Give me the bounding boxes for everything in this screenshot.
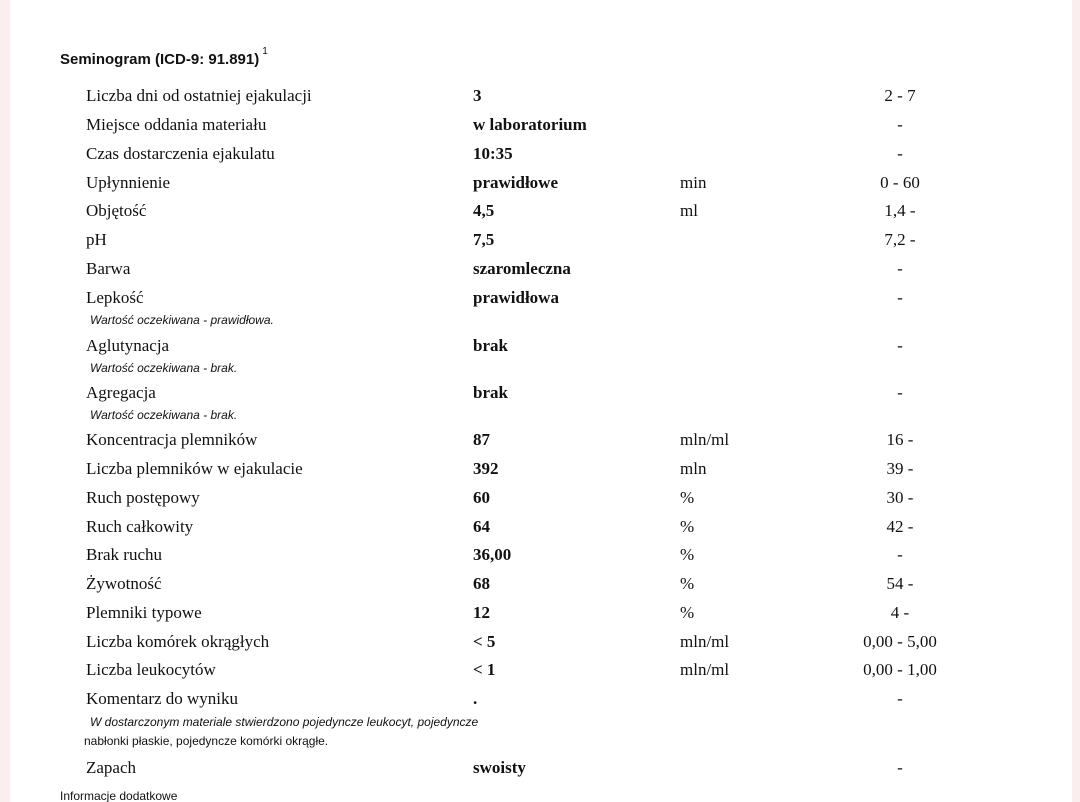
test-unit: % [680,603,695,622]
test-name: Liczba dni od ostatniej ejakulacji [86,86,312,105]
test-reference: - [897,115,903,134]
test-name: Żywotność [86,574,162,593]
test-name: Barwa [86,259,131,278]
additional-info-heading: Informacje dodatkowe [60,789,178,802]
test-name: Aglutynacja [86,336,170,355]
test-value: 87 [473,430,490,449]
result-row [10,430,1072,452]
test-unit: mln/ml [680,632,730,651]
result-row [10,758,1072,780]
result-row [10,288,1072,310]
test-reference: 30 - [886,488,914,507]
result-row [10,545,1072,567]
test-name: Zapach [86,758,137,777]
test-name: Objętość [86,201,147,220]
test-reference: - [897,144,903,163]
result-row [10,201,1072,223]
test-reference: 54 - [886,574,914,593]
test-value: < 1 [473,660,496,679]
test-value: prawidłowa [473,288,559,307]
test-name: Miejsce oddania materiału [86,115,267,134]
result-row [10,660,1072,682]
test-reference: 4 - [890,603,910,622]
test-name: Upłynnienie [86,173,171,192]
test-reference: - [897,689,903,708]
result-row [10,115,1072,137]
test-name: Liczba leukocytów [86,660,216,679]
test-name: Agregacja [86,383,156,402]
test-name: Ruch postępowy [86,488,200,507]
test-reference: - [897,288,903,307]
result-row [10,336,1072,358]
expected-value-note: Wartość oczekiwana - brak. [90,408,238,422]
result-row [10,144,1072,166]
test-name: Koncentracja plemników [86,430,258,449]
test-value: szaromleczna [473,259,571,278]
test-unit: % [680,517,695,536]
test-name: Brak ruchu [86,545,163,564]
test-reference: 0,00 - 5,00 [863,632,937,651]
test-reference: 42 - [886,517,914,536]
test-unit: mln/ml [680,430,730,449]
test-unit: ml [680,201,698,220]
result-row [10,574,1072,596]
report-title [60,46,268,68]
test-value: brak [473,336,508,355]
test-name: Komentarz do wyniku [86,689,239,708]
test-reference: 7,2 - [884,230,916,249]
result-row [10,603,1072,625]
comment-note-line1: W dostarczonym materiale stwierdzono pojedyncze leukocyt, pojedyncze [90,715,479,729]
result-row [10,383,1072,405]
test-value: 3 [473,86,482,105]
test-reference: 0,00 - 1,00 [863,660,937,679]
test-value: 10:35 [473,144,513,163]
expected-value-note: Wartość oczekiwana - prawidłowa. [90,313,274,327]
test-value: w laboratorium [473,115,587,134]
test-unit: % [680,545,695,564]
result-row [10,173,1072,195]
test-value: . [473,689,478,708]
test-unit: min [680,173,707,192]
test-value: prawidłowe [473,173,558,192]
test-value: 12 [473,603,490,622]
test-value: 36,00 [473,545,512,564]
test-name: pH [86,230,107,249]
test-name: Liczba plemników w ejakulacie [86,459,303,478]
result-row [10,86,1072,108]
test-reference: 0 - 60 [880,173,920,192]
test-reference: 16 - [886,430,914,449]
result-row [10,632,1072,654]
test-unit: % [680,488,695,507]
test-unit: mln [680,459,707,478]
test-reference: 39 - [886,459,914,478]
test-reference: - [897,336,903,355]
result-row [10,230,1072,252]
test-value: 7,5 [473,230,495,249]
test-name: Plemniki typowe [86,603,202,622]
test-value: 64 [473,517,490,536]
test-unit: mln/ml [680,660,730,679]
test-unit: % [680,574,695,593]
result-row [10,259,1072,281]
result-row [10,689,1072,711]
result-row [10,459,1072,481]
test-name: Liczba komórek okrągłych [86,632,270,651]
test-reference: - [897,758,903,777]
test-reference: - [897,383,903,402]
test-name: Lepkość [86,288,144,307]
test-value: 68 [473,574,490,593]
title-footnote: 1 [262,46,268,57]
comment-note-line2: nabłonki płaskie, pojedyncze komórki okrągłe. [84,734,329,748]
test-value: 392 [473,459,499,478]
test-reference: - [897,259,903,278]
test-value: < 5 [473,632,496,651]
expected-value-note: Wartość oczekiwana - brak. [90,361,238,375]
test-reference: 2 - 7 [884,86,916,105]
test-reference: 1,4 - [884,201,916,220]
test-name: Ruch całkowity [86,517,194,536]
result-row [10,517,1072,539]
report-page [10,0,1072,802]
test-value: 60 [473,488,490,507]
test-value: 4,5 [473,201,495,220]
test-name: Czas dostarczenia ejakulatu [86,144,275,163]
test-value: brak [473,383,508,402]
test-value: swoisty [473,758,526,777]
title-text: Seminogram (ICD-9: 91.891) [60,51,260,68]
result-row [10,488,1072,510]
test-reference: - [897,545,903,564]
